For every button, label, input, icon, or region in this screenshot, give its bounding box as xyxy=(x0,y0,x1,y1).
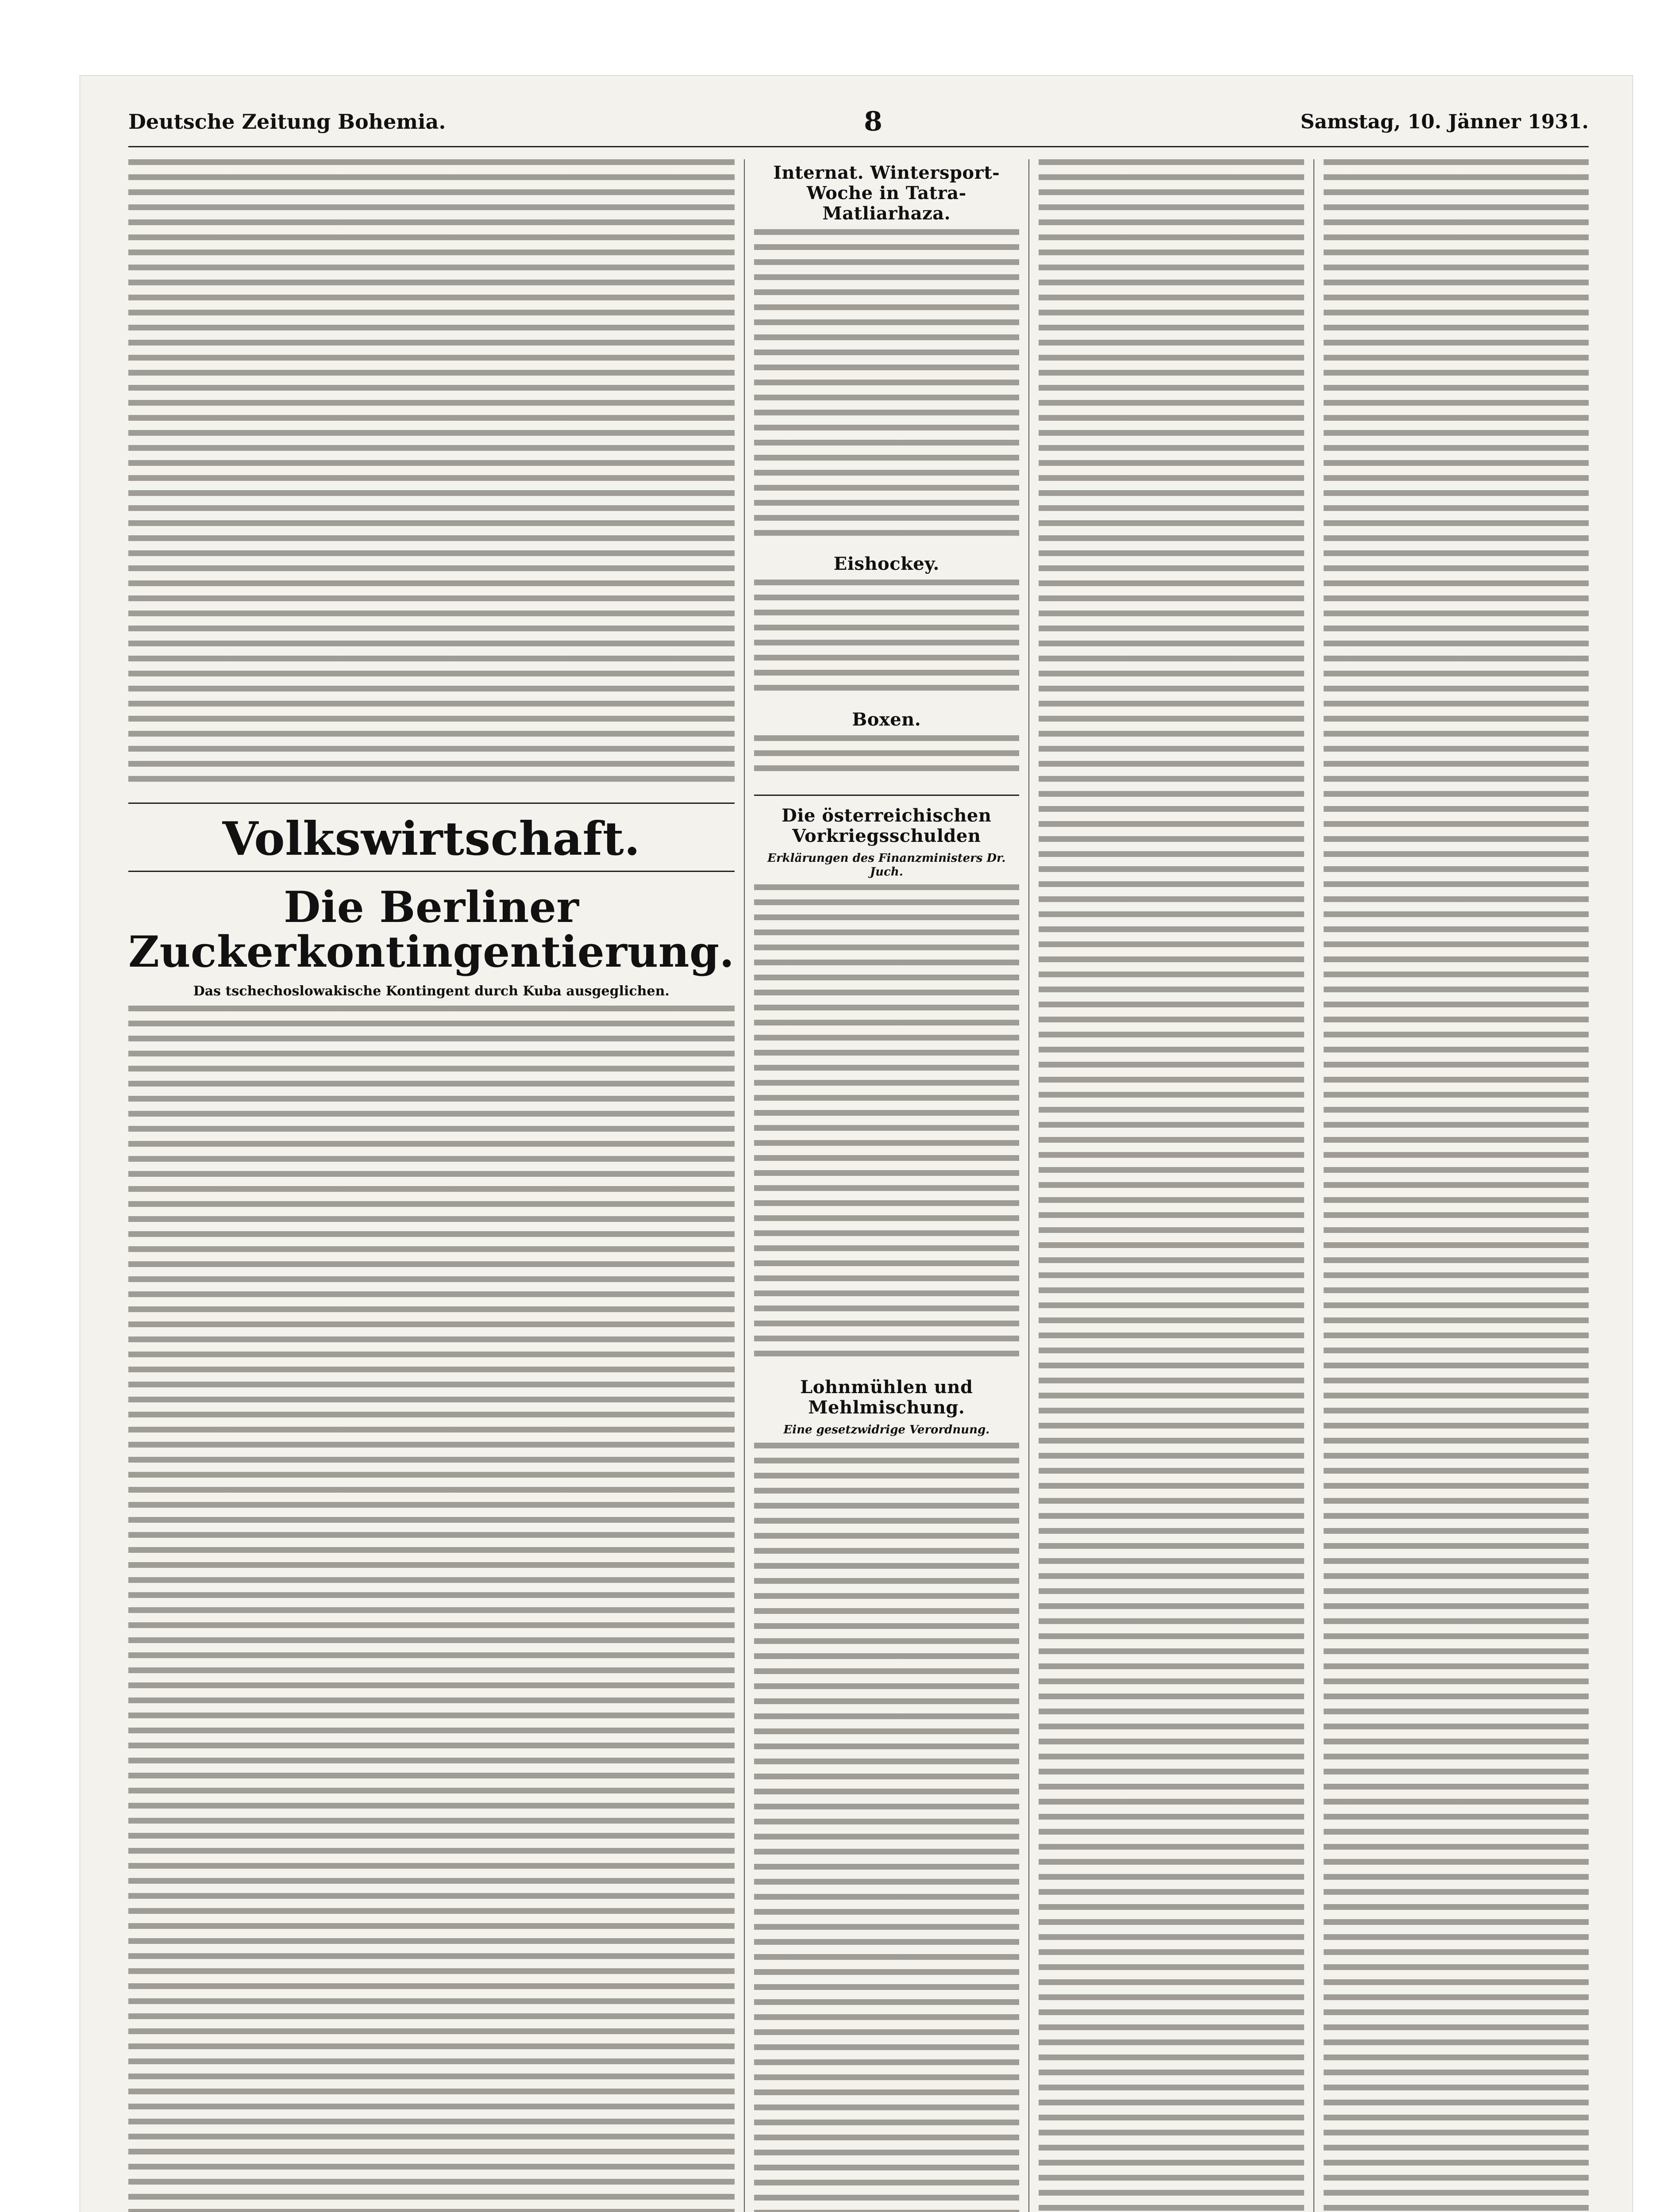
section-divider xyxy=(754,795,1019,796)
article-body-text xyxy=(128,1006,735,2212)
article-mills xyxy=(754,1377,1019,2212)
columns xyxy=(128,159,1589,2212)
column-2 xyxy=(754,159,1019,2212)
article-headline: Eishockey. xyxy=(833,553,939,574)
paper-name: Deutsche Zeitung Bohemia. xyxy=(128,110,446,134)
article-headline: Die Berliner Zuckerkontingentierung. xyxy=(128,882,735,977)
article-block xyxy=(1324,159,1589,2212)
article-eishockey xyxy=(754,554,1019,695)
article-subheadline: Eine gesetzwidrige Verordnung. xyxy=(783,1423,990,1437)
article-boxen xyxy=(754,710,1019,780)
article-body-text xyxy=(754,580,1019,695)
article-subheadline: Das tschechoslowakische Kontingent durch Kuba ausgeglichen. xyxy=(193,983,670,999)
article-headline: Boxen. xyxy=(852,709,921,730)
article-subheadline: Erklärungen des Finanzministers Dr. Juch. xyxy=(767,852,1006,879)
section-divider xyxy=(128,803,735,804)
column-3 xyxy=(1039,159,1304,2212)
article-body-text xyxy=(128,159,735,787)
column-1 xyxy=(128,159,735,2212)
article-body-text xyxy=(754,735,1019,780)
masthead xyxy=(128,97,1589,147)
article-body-text xyxy=(754,884,1019,1362)
article-wintersport xyxy=(754,163,1019,539)
newspaper-page xyxy=(80,75,1633,2212)
column-4 xyxy=(1324,159,1589,2212)
article-body-text xyxy=(754,229,1019,539)
article-headline: Internat. Wintersport-Woche in Tatra-Matliarhaza. xyxy=(773,162,1000,224)
article-body-text xyxy=(1324,159,1589,2212)
article-sugar-quota xyxy=(128,811,735,2212)
title-divider xyxy=(128,871,735,872)
article-block xyxy=(1039,159,1304,2212)
article-sport-results xyxy=(128,159,735,787)
page-number: 8 xyxy=(864,106,882,137)
article-headline: Lohnmühlen und Mehlmischung. xyxy=(800,1377,973,1418)
article-prewar-debts xyxy=(754,806,1019,1362)
issue-date: Samstag, 10. Jänner 1931. xyxy=(1300,110,1589,133)
article-body-text xyxy=(1039,159,1304,2212)
article-body-text xyxy=(754,1443,1019,2212)
article-headline: Die österreichischen Vorkriegsschulden xyxy=(782,805,992,846)
section-title: Volkswirtschaft. xyxy=(222,811,640,866)
